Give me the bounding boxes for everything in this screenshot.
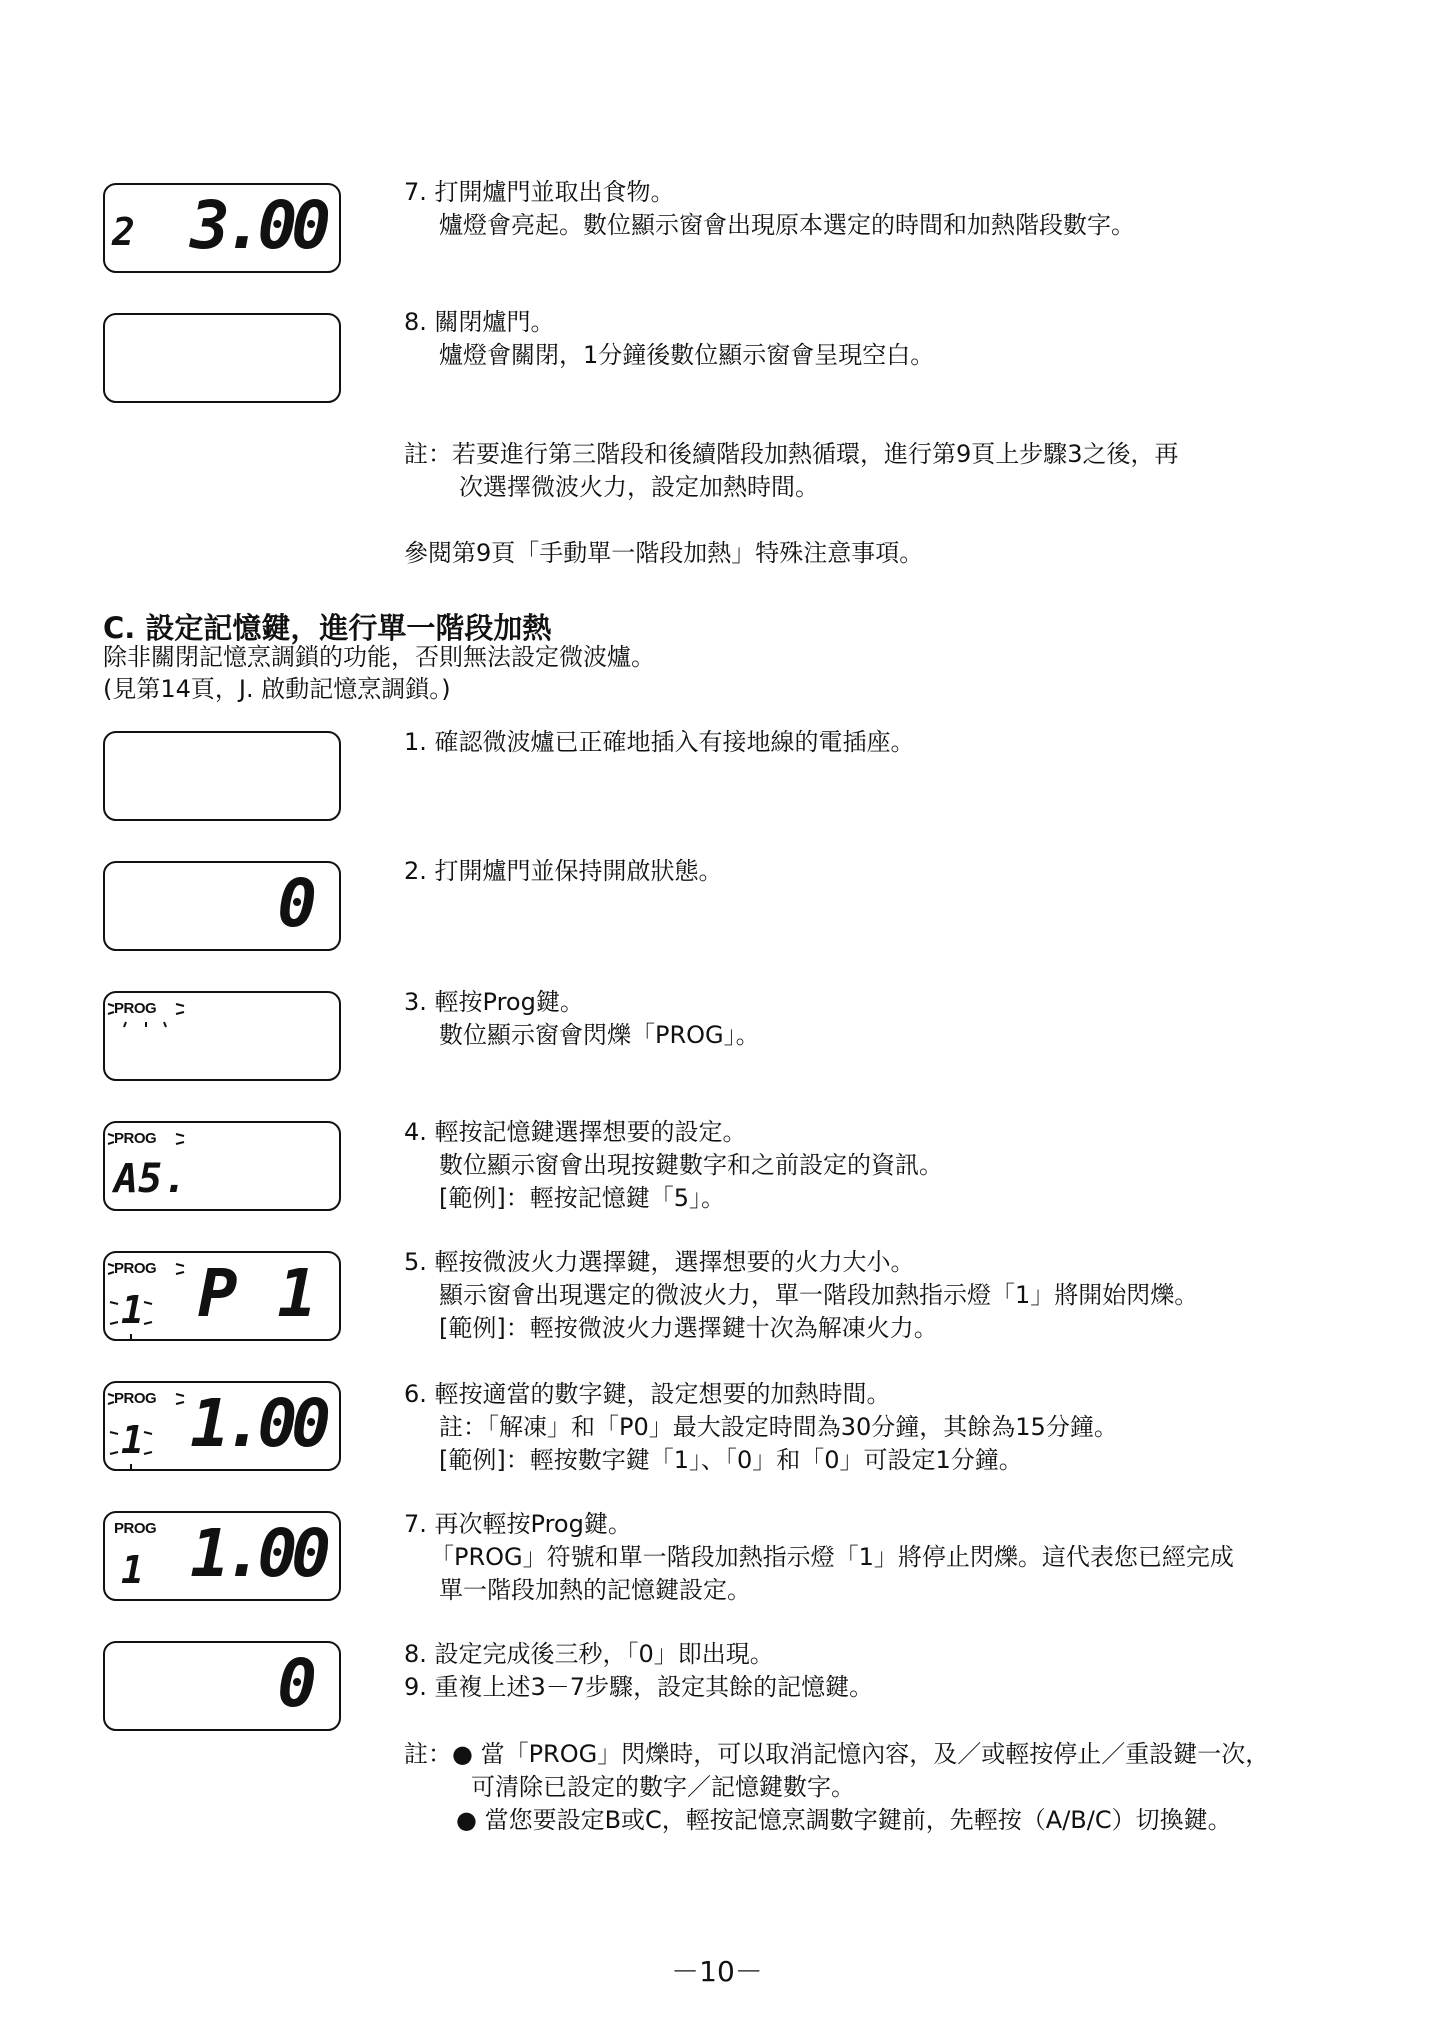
lcd-display-c-step8: [103, 1641, 341, 1731]
step-title: 4. 輕按記憶鍵選擇想要的設定。: [404, 1118, 747, 1146]
instruction-c-step5: [404, 1246, 1414, 1346]
step-detail: 「PROG」符號和單一階段加熱指示燈「1」將停止閃爍。這代表您已經完成: [430, 1543, 1234, 1571]
step-example: [範例]：輕按記憶鍵「5」。: [439, 1184, 725, 1212]
step-detail: 註：「解凍」和「P0」最大設定時間為30分鐘，其餘為15分鐘。: [439, 1413, 1118, 1441]
step-title: 8. 設定完成後三秒，「0」即出現。: [404, 1640, 774, 1668]
step-title: 8. 關閉爐門。: [404, 308, 555, 336]
lcd-power-level: P 1: [197, 1255, 317, 1332]
section-c-subtitle: (見第14頁，J. 啟動記憶烹調鎖。): [103, 675, 451, 703]
lcd-prog-indicator: PROG: [114, 1130, 157, 1147]
section-c-subtitle: 除非關閉記憶烹調鎖的功能，否則無法設定微波爐。: [103, 643, 655, 671]
section-c-heading: C. 設定記憶鍵，進行單一階段加熱: [103, 611, 552, 645]
step-example: [範例]：輕按微波火力選擇鍵十次為解凍火力。: [439, 1314, 938, 1342]
lcd-display-step7: [103, 183, 341, 273]
step-detail: 數位顯示窗會出現按鍵數字和之前設定的資訊。: [439, 1151, 943, 1179]
lcd-stage-indicator: 1: [121, 1418, 144, 1462]
step-title: 5. 輕按微波火力選擇鍵，選擇想要的火力大小。: [404, 1248, 915, 1276]
step-title: 7. 再次輕按Prog鍵。: [404, 1510, 632, 1538]
step-detail: 數位顯示窗會閃爍「PROG」。: [439, 1021, 760, 1049]
lcd-stage-digit: 2: [112, 210, 135, 254]
lcd-value: 0: [277, 865, 317, 942]
lcd-time: 3.00: [190, 187, 325, 264]
note-bottom: [404, 1738, 1424, 1843]
step-detail: 爐燈會關閉，1分鐘後數位顯示窗會呈現空白。: [439, 341, 935, 369]
instruction-step8-top: [404, 306, 1404, 376]
step-example: [範例]：輕按數字鍵「1」、「0」和「0」可設定1分鐘。: [439, 1446, 1023, 1474]
lcd-stage-indicator: 1: [121, 1548, 144, 1592]
instruction-c-step1: [404, 726, 1404, 760]
lcd-display-step8: [103, 313, 341, 403]
step-title: 6. 輕按適當的數字鍵，設定想要的加熱時間。: [404, 1380, 891, 1408]
note-line: 註：若要進行第三階段和後續階段加熱循環，進行第9頁上步驟3之後，再: [404, 440, 1179, 468]
lcd-display-c-step3: [103, 991, 341, 1081]
step-title: 2. 打開爐門並保持開啟狀態。: [404, 857, 723, 885]
step-detail: 單一階段加熱的記憶鍵設定。: [439, 1576, 751, 1604]
step-title: 1. 確認微波爐已正確地插入有接地線的電插座。: [404, 728, 915, 756]
instruction-step7-top: [404, 176, 1404, 246]
lcd-prog-indicator: PROG: [114, 1520, 157, 1537]
step-detail: 顯示窗會出現選定的微波火力，單一階段加熱指示燈「1」將開始閃爍。: [439, 1281, 1199, 1309]
instruction-c-step2: [404, 855, 1404, 889]
instruction-c-step6: [404, 1378, 1404, 1478]
lcd-prog-indicator: PROG: [114, 1260, 157, 1277]
note-top: [404, 438, 1414, 508]
lcd-display-c-step1: [103, 731, 341, 821]
reference-text: 參閱第9頁「手動單一階段加熱」特殊注意事項。: [404, 539, 924, 567]
lcd-dot: .: [163, 1156, 188, 1202]
note-line: 次選擇微波火力，設定加熱時間。: [459, 473, 819, 501]
lcd-display-c-step6: [103, 1381, 341, 1471]
lcd-display-c-step4: [103, 1121, 341, 1211]
note-line: ● 當您要設定B或C，輕按記憶烹調數字鍵前，先輕按（A/B/C）切換鍵。: [456, 1806, 1232, 1834]
lcd-time: 1.00: [190, 1385, 325, 1462]
step-detail: 爐燈會亮起。數位顯示窗會出現原本選定的時間和加熱階段數字。: [439, 211, 1135, 239]
note-line: 可清除已設定的數字／記憶鍵數字。: [471, 1773, 855, 1801]
step-title: 3. 輕按Prog鍵。: [404, 988, 584, 1016]
step-title: 7. 打開爐門並取出食物。: [404, 178, 675, 206]
lcd-memory-code: A5: [114, 1156, 163, 1202]
lcd-time: 1.00: [190, 1515, 325, 1592]
note-line: 註：● 當「PROG」閃爍時，可以取消記憶內容，及／或輕按停止／重設鍵一次，: [404, 1740, 1270, 1768]
page-number: －10－: [671, 1955, 763, 1988]
instruction-c-step8-9: [404, 1638, 1404, 1708]
lcd-display-c-step7: [103, 1511, 341, 1601]
instruction-c-step4: [404, 1116, 1404, 1216]
reference-note: [404, 537, 1404, 571]
lcd-display-c-step2: [103, 861, 341, 951]
lcd-prog-indicator: PROG: [114, 1390, 157, 1407]
instruction-c-step7: [404, 1508, 1424, 1608]
lcd-stage-indicator: 1: [121, 1288, 144, 1332]
instruction-c-step3: [404, 986, 1404, 1056]
lcd-prog-indicator: PROG: [114, 1000, 157, 1017]
step-title: 9. 重複上述3－7步驟，設定其餘的記憶鍵。: [404, 1673, 874, 1701]
lcd-value: 0: [277, 1645, 317, 1722]
lcd-display-c-step5: [103, 1251, 341, 1341]
